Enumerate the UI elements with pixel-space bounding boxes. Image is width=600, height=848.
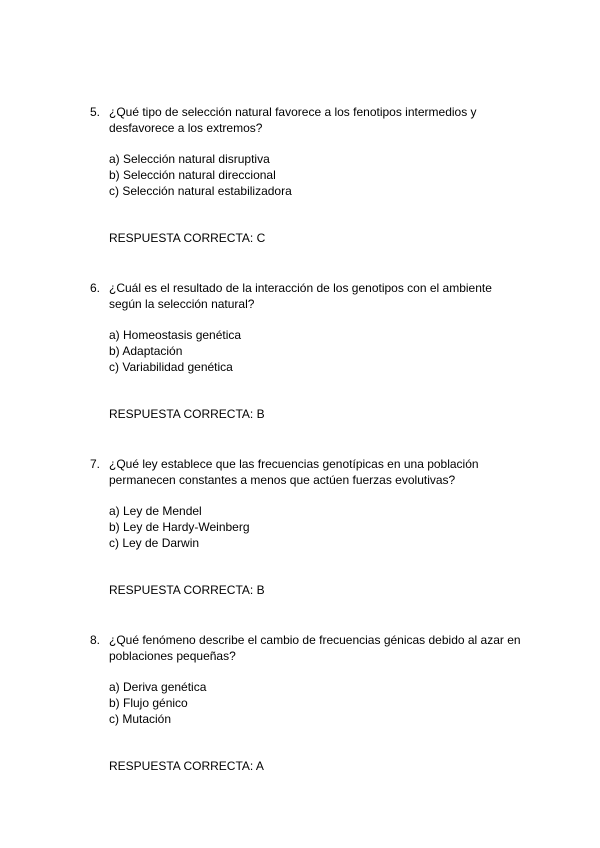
options-list bbox=[109, 679, 206, 727]
correct-answer: RESPUESTA CORRECTA: C bbox=[109, 231, 266, 245]
option-c: c) Variabilidad genética bbox=[109, 360, 233, 374]
question-text bbox=[109, 632, 529, 664]
question-text bbox=[109, 104, 529, 136]
question-line: desfavorece a los extremos? bbox=[109, 121, 263, 135]
question-line: ¿Qué ley establece que las frecuencias genotípicas en una población bbox=[109, 457, 479, 471]
correct-answer: RESPUESTA CORRECTA: B bbox=[109, 407, 265, 421]
option-a: a) Homeostasis genética bbox=[109, 328, 242, 342]
option-b: b) Ley de Hardy-Weinberg bbox=[109, 520, 250, 534]
option-a: a) Deriva genética bbox=[109, 680, 207, 694]
option-c: c) Mutación bbox=[109, 712, 172, 726]
options-list bbox=[109, 503, 250, 551]
question-number: 5. bbox=[90, 105, 101, 119]
correct-answer: RESPUESTA CORRECTA: B bbox=[109, 583, 265, 597]
question-line: ¿Cuál es el resultado de la interacción de los genotipos con el ambiente bbox=[109, 281, 492, 295]
options-list bbox=[109, 151, 292, 199]
option-c: c) Selección natural estabilizadora bbox=[109, 184, 292, 198]
question-line: según la selección natural? bbox=[109, 297, 255, 311]
question-line: ¿Qué fenómeno describe el cambio de frecuencias génicas debido al azar en bbox=[109, 633, 521, 647]
question-line: poblaciones pequeñas? bbox=[109, 649, 236, 663]
option-a: a) Ley de Mendel bbox=[109, 504, 202, 518]
option-a: a) Selección natural disruptiva bbox=[109, 152, 270, 166]
question-number: 8. bbox=[90, 633, 101, 647]
option-b: b) Flujo génico bbox=[109, 696, 188, 710]
question-number: 6. bbox=[90, 281, 101, 295]
option-b: b) Selección natural direccional bbox=[109, 168, 276, 182]
question-text bbox=[109, 280, 529, 312]
question-number: 7. bbox=[90, 457, 101, 471]
question-line: ¿Qué tipo de selección natural favorece a los fenotipos intermedios y bbox=[109, 105, 477, 119]
options-list bbox=[109, 327, 241, 375]
correct-answer: RESPUESTA CORRECTA: A bbox=[109, 759, 264, 773]
question-text bbox=[109, 456, 529, 488]
option-c: c) Ley de Darwin bbox=[109, 536, 200, 550]
question-line: permanecen constantes a menos que actúen fuerzas evolutivas? bbox=[109, 473, 456, 487]
option-b: b) Adaptación bbox=[109, 344, 183, 358]
